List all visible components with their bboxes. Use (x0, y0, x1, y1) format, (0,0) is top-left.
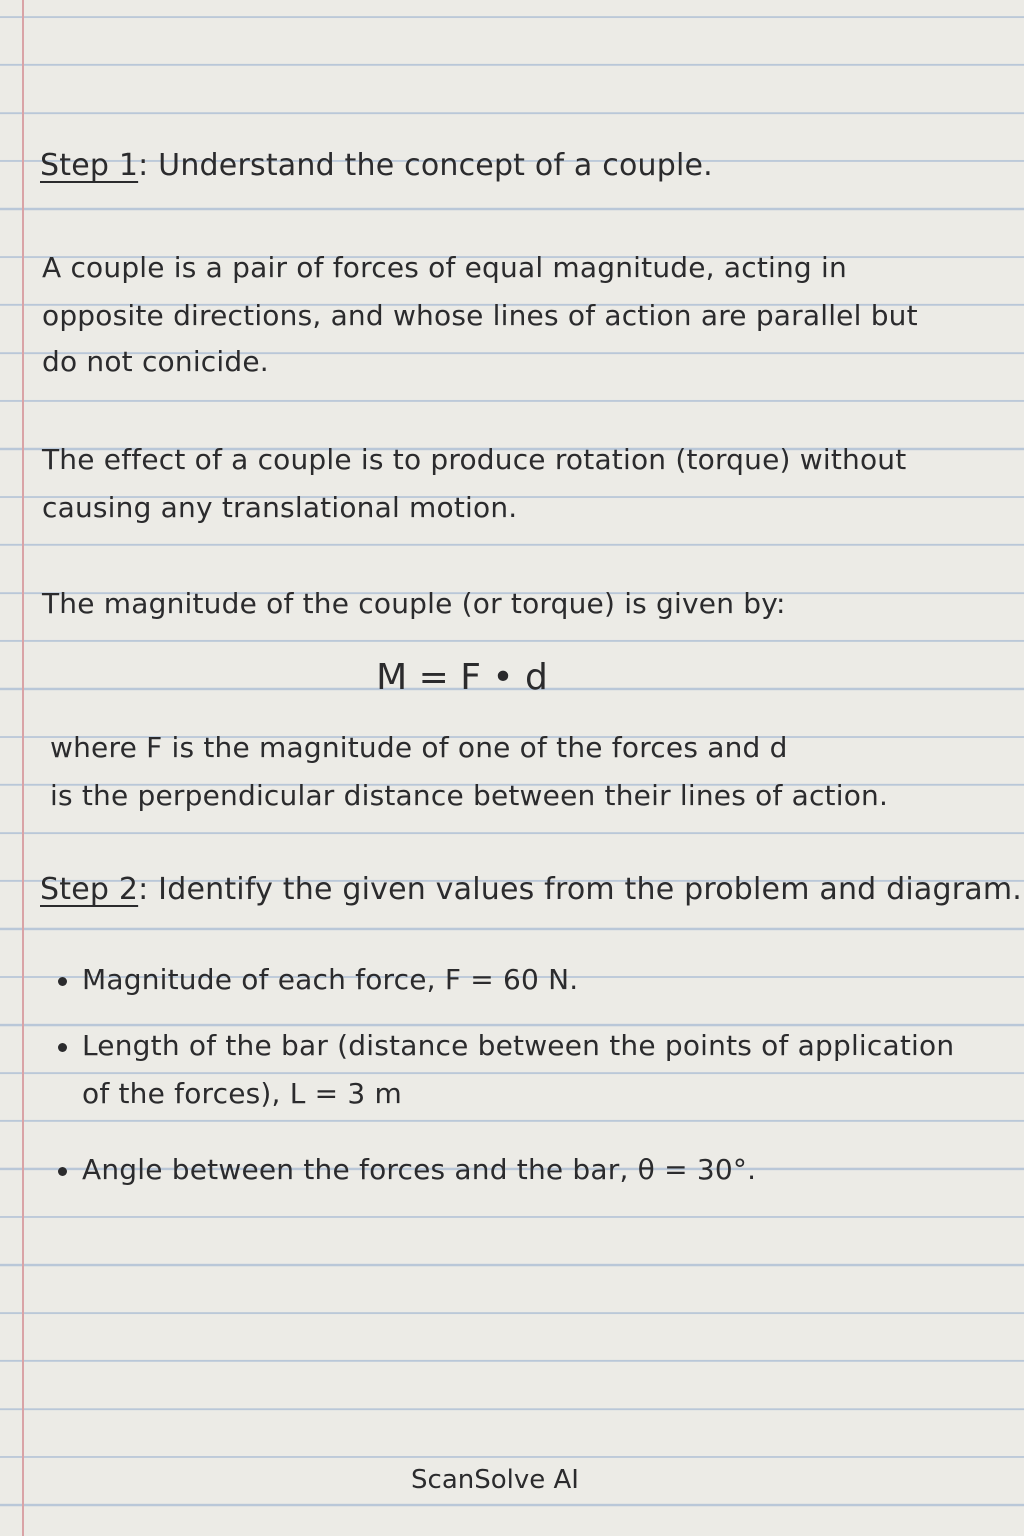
step-2-heading (40, 866, 1022, 914)
bullet-icon (58, 1043, 67, 1052)
step-1-label: Step 1 (40, 148, 139, 183)
footer-brand: ScanSolve AI (411, 1465, 579, 1495)
bullet-line: Length of the bar (distance between the points of application (82, 1029, 955, 1062)
para2-line: causing any translational motion. (42, 491, 518, 524)
step-1-heading (40, 142, 713, 190)
bullet-icon (58, 977, 67, 986)
bullet-line: of the forces), L = 3 m (82, 1077, 403, 1110)
bullet-line: Magnitude of each force, F = 60 N. (82, 963, 579, 996)
bullet-line: Angle between the forces and the bar, θ = 30°. (82, 1153, 757, 1186)
page-margin-line (22, 0, 24, 1536)
step-2-label: Step 2 (40, 872, 139, 907)
para3-where-line: is the perpendicular distance between their lines of action. (50, 779, 889, 812)
para1-line: A couple is a pair of forces of equal magnitude, acting in (42, 251, 847, 284)
para3-where-line: where F is the magnitude of one of the forces and d (50, 731, 788, 764)
para3-line: The magnitude of the couple (or torque) is given by: (42, 587, 786, 620)
step-1-title: : Understand the concept of a couple. (138, 148, 713, 183)
para1-line: do not conicide. (42, 345, 269, 378)
para1-line: opposite directions, and whose lines of action are parallel but (42, 299, 918, 332)
step-2-title: : Identify the given values from the problem and diagram. (138, 872, 1023, 907)
torque-formula: M = F • d (376, 657, 548, 698)
para2-line: The effect of a couple is to produce rotation (torque) without (42, 443, 907, 476)
bullet-icon (58, 1167, 67, 1176)
